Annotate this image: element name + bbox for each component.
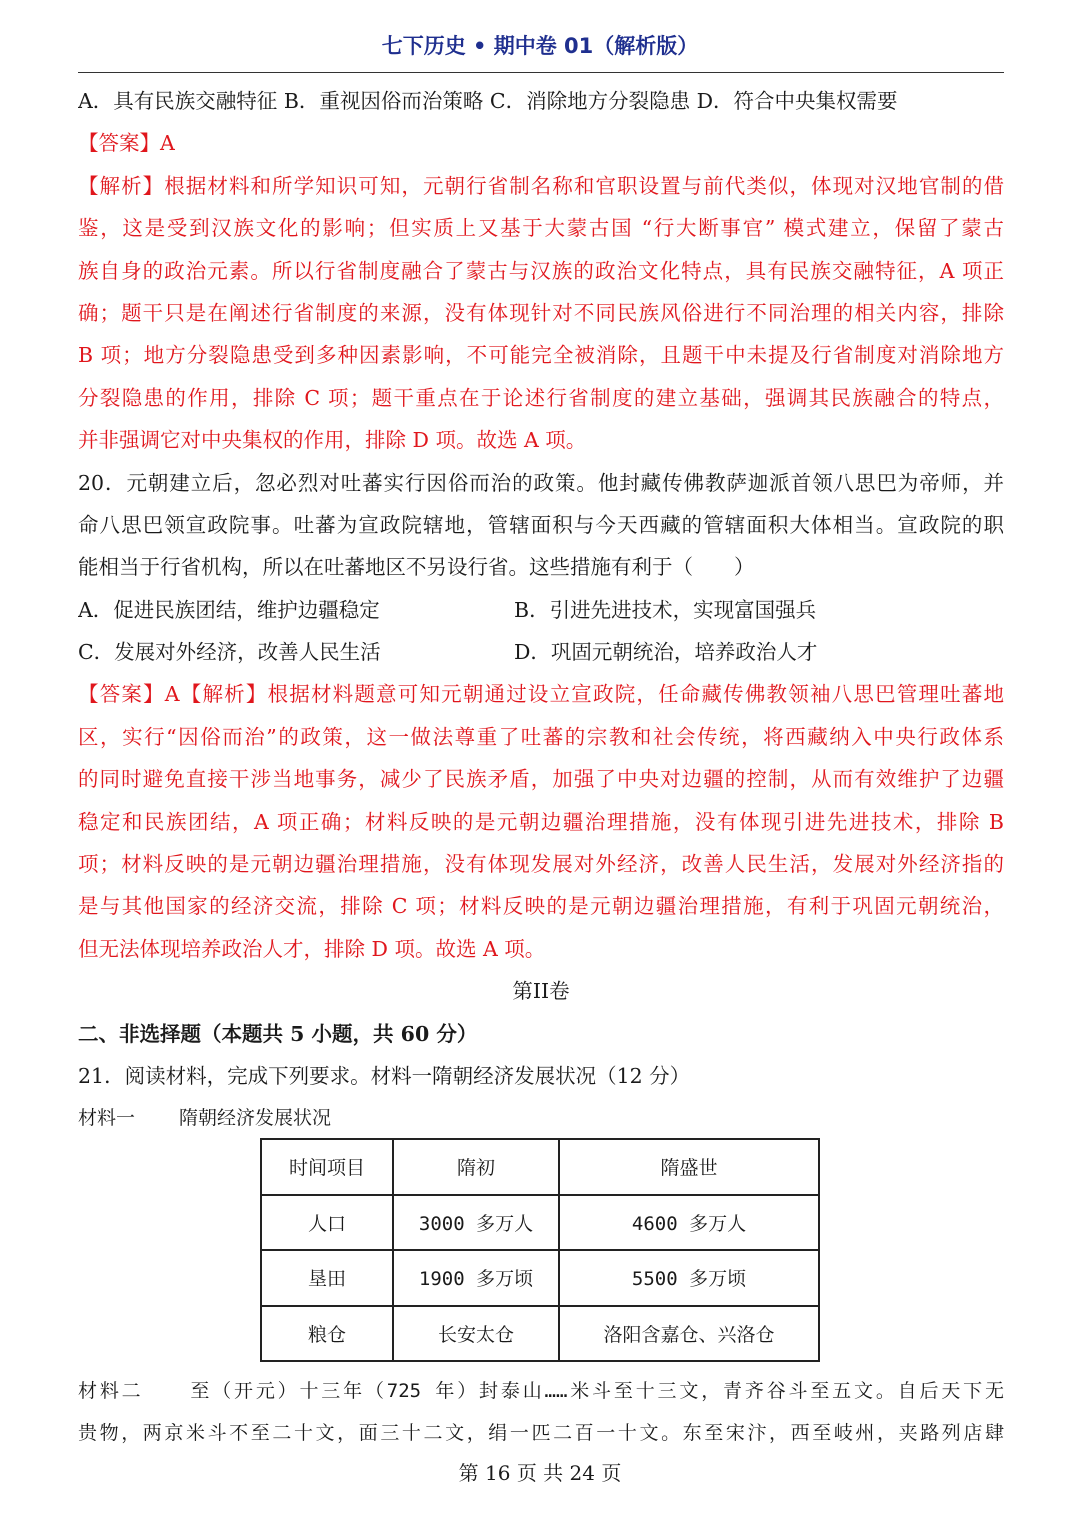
table-row xyxy=(261,1195,819,1251)
q19-analysis-line: 分裂隐患的作用，排除 C 项；题干重点在于论述行省制度的建立基础，强调其民族融合的特点， xyxy=(78,385,1004,410)
q20-analysis-line: 但无法体现培养政治人才，排除 D 项。故选 A 项。 xyxy=(78,936,546,961)
table-cell: 洛阳含嘉仓、兴洛仓 xyxy=(559,1306,819,1362)
q20-analysis-line: 【答案】A【解析】根据材料题意可知元朝通过设立宣政院，任命藏传佛教领袖八思巴管理吐蕃地 xyxy=(78,682,1004,707)
q19-options: A．具有民族交融特征 B．重视因俗而治策略 C．消除地方分裂隐患 D．符合中央集权需要 xyxy=(78,89,898,113)
economy-table xyxy=(260,1138,820,1362)
page-content xyxy=(78,80,1004,1140)
q20-option-a: A．促进民族团结，维护边疆稳定 xyxy=(78,597,380,622)
q19-analysis-line: 并非强调它对中央集权的作用，排除 D 项。故选 A 项。 xyxy=(78,428,587,453)
q20-option-c: C．发展对外经济，改善人民生活 xyxy=(78,640,381,665)
q19-analysis-line: 【解析】根据材料和所学知识可知，元朝行省制名称和官职设置与前代类似，体现对汉地官制的借 xyxy=(78,173,1004,198)
table-cell: 4600 多万人 xyxy=(559,1195,819,1251)
q19-analysis-line: 鉴，这是受到汉族文化的影响；但实质上又基于大蒙古国 “行大断事官” 模式建立，保留了蒙古 xyxy=(78,216,1004,241)
q20-analysis-line: 区，实行“因俗而治”的政策，这一做法尊重了吐蕃的宗教和社会传统，将西藏纳入中央行政体系 xyxy=(78,724,1004,749)
material1-title: 隋朝经济发展状况 xyxy=(179,1107,332,1130)
page-number: 第 16 页 共 24 页 xyxy=(458,1461,622,1485)
q20-options-row xyxy=(78,631,1004,673)
table-header-cell: 隋初 xyxy=(393,1139,559,1195)
section-title: 二、非选择题（本题共 5 小题，共 60 分） xyxy=(78,1021,478,1046)
material1-heading xyxy=(78,1097,1004,1139)
q20-stem-line: 20．元朝建立后，忽必烈对吐蕃实行因俗而治的政策。他封藏传佛教萨迦派首领八思巴为帝师，并 xyxy=(78,470,1004,495)
q19-analysis-line: 族自身的政治元素。所以行省制度融合了蒙古与汉族的政治文化特点，具有民族交融特征，A 项正 xyxy=(78,258,1004,283)
q20-analysis-line: 的同时避免直接干涉当地事务，减少了民族矛盾，加强了中央对边疆的控制，从而有效维护了边疆 xyxy=(78,767,1004,792)
answer-value: A xyxy=(160,131,175,156)
table-cell: 3000 多万人 xyxy=(393,1195,559,1251)
material2-line: 材料二 至（开元）十三年（725 年）封泰山……米斗至十三文，青齐谷斗至五文。自后天下无 xyxy=(78,1380,1004,1402)
q19-answer xyxy=(78,122,1004,164)
analysis-tag: 【解析】 xyxy=(179,682,268,707)
table-header-cell: 时间项目 xyxy=(261,1139,393,1195)
answer-tag: 【答案】 xyxy=(78,682,165,707)
material2-block xyxy=(78,1370,1004,1455)
material2-label: 材料二 xyxy=(78,1380,144,1402)
answer-tag: 【答案】 xyxy=(78,131,160,156)
table-cell: 长安太仓 xyxy=(393,1306,559,1362)
q19-analysis-line: 确；题干只是在阐述行省制度的来源，没有体现针对不同民族风俗进行不同治理的相关内容，排除 xyxy=(78,300,1004,325)
table-row xyxy=(261,1306,819,1362)
q21-stem: 21．阅读材料，完成下列要求。材料一隋朝经济发展状况（12 分） xyxy=(78,1063,691,1088)
q20-stem-line: 命八思巴领宣政院事。吐蕃为宣政院辖地，管辖面积与今天西藏的管辖面积大体相当。宣政院的职 xyxy=(78,512,1004,537)
q20-stem-line: 能相当于行省机构，所以在吐蕃地区不另设行省。这些措施有利于（ ） xyxy=(78,555,755,580)
table-cell: 垦田 xyxy=(261,1250,393,1306)
q20-option-b: B．引进先进技术，实现富国强兵 xyxy=(514,597,817,622)
table-header-row xyxy=(261,1139,819,1195)
volume-title: 第II卷 xyxy=(512,979,570,1004)
table-header-cell: 隋盛世 xyxy=(559,1139,819,1195)
table-cell: 人口 xyxy=(261,1195,393,1251)
q19-analysis-line: B 项；地方分裂隐患受到多种因素影响，不可能完全被消除，且题干中未提及行省制度对消除地方 xyxy=(78,343,1004,368)
table-cell: 1900 多万顷 xyxy=(393,1250,559,1306)
q20-option-d: D．巩固元朝统治，培养政治人才 xyxy=(514,640,818,665)
q20-options-row xyxy=(78,589,1004,631)
table-cell: 粮仓 xyxy=(261,1306,393,1362)
analysis-tag: 【解析】 xyxy=(78,173,165,198)
q20-analysis-line: 稳定和民族团结，A 项正确；材料反映的是元朝边疆治理措施，没有体现引进先进技术，排除 B xyxy=(78,809,1004,834)
page-header-title: 七下历史 • 期中卷 01（解析版） xyxy=(381,34,699,58)
material2-line: 贵物，两京米斗不至二十文，面三十二文，绢一匹二百一十文。东至宋汴，西至岐州，夹路列店肆 xyxy=(78,1422,1004,1445)
answer-value: A xyxy=(164,682,180,707)
material1-label: 材料一 xyxy=(78,1107,136,1130)
table-row xyxy=(261,1250,819,1306)
header-divider xyxy=(78,72,1004,73)
table-cell: 5500 多万顷 xyxy=(559,1250,819,1306)
q20-analysis-line: 是与其他国家的经济交流，排除 C 项；材料反映的是元朝边疆治理措施，有利于巩固元朝统治， xyxy=(78,894,1004,919)
q20-analysis-line: 项；材料反映的是元朝边疆治理措施，没有体现发展对外经济，改善人民生活，发展对外经济指的 xyxy=(78,852,1004,877)
